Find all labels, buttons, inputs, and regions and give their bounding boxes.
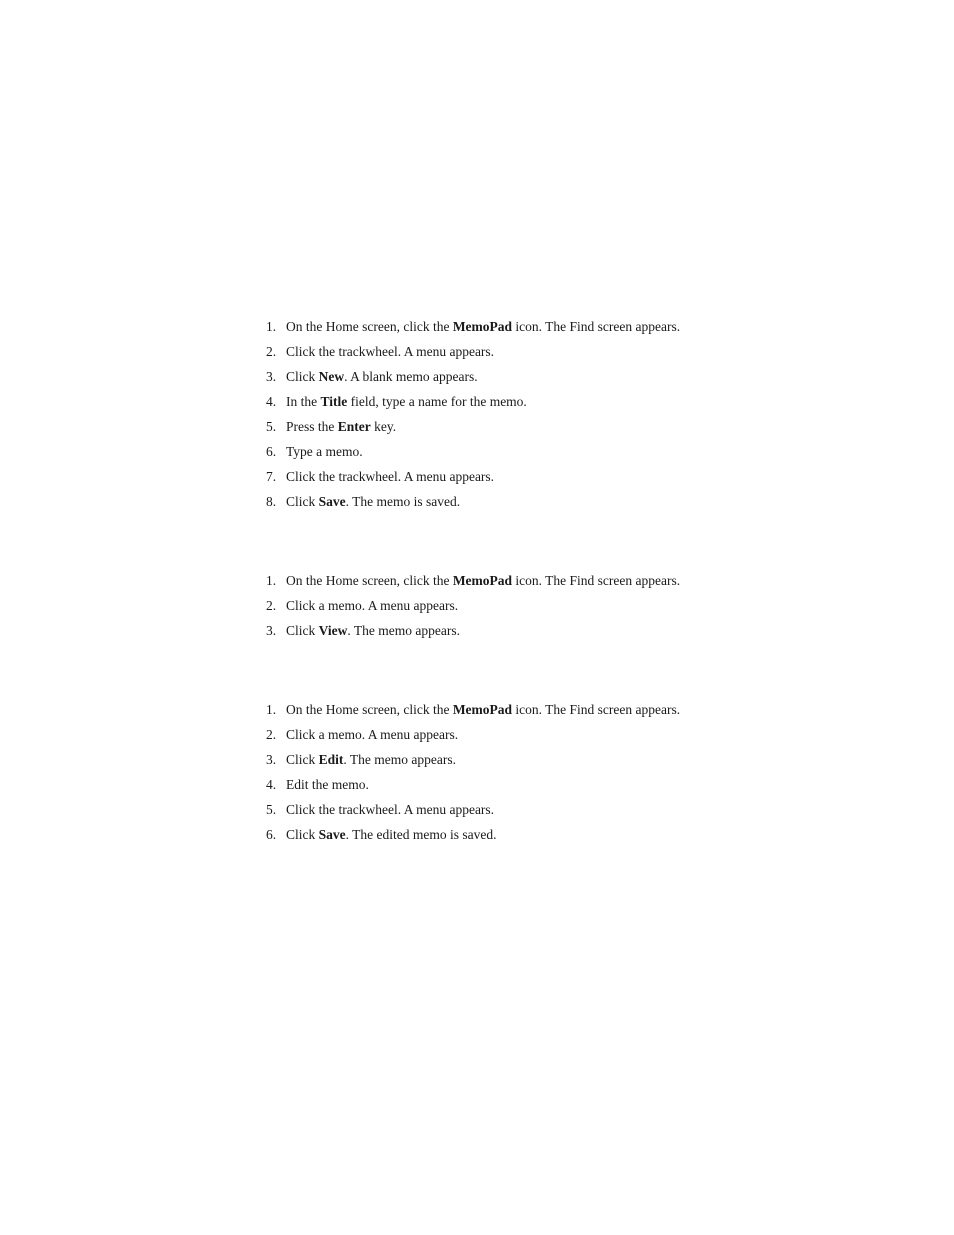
- step-item: [262, 468, 702, 485]
- step-item: [262, 343, 702, 360]
- step-item: [262, 318, 702, 335]
- step-item: [262, 493, 702, 510]
- step-item: [262, 622, 702, 639]
- step-number: 7.: [266, 469, 277, 484]
- step-text: On the Home screen, click the: [286, 573, 453, 588]
- step-number: 3.: [266, 752, 277, 767]
- step-text-after: . The memo appears.: [343, 752, 456, 767]
- view-memo-steps: [262, 572, 702, 647]
- step-text: Click the trackwheel. A menu appears.: [286, 469, 495, 484]
- step-text: Type a memo.: [286, 444, 363, 459]
- step-text: On the Home screen, click the: [286, 319, 453, 334]
- step-text: Edit the memo.: [286, 777, 369, 792]
- step-text-after: . The memo appears.: [347, 623, 460, 638]
- step-text-after: key.: [370, 419, 397, 434]
- step-item: [262, 368, 702, 385]
- step-text-after: field, type a name for the memo.: [347, 394, 527, 409]
- step-text: Click a memo. A menu appears.: [286, 727, 459, 742]
- step-item: [262, 726, 702, 743]
- step-number: 1.: [266, 702, 277, 717]
- step-number: 6.: [266, 827, 277, 842]
- step-text-after: icon. The Find screen appears.: [512, 702, 681, 717]
- step-number: 6.: [266, 444, 277, 459]
- step-text-after: . A blank memo appears.: [344, 369, 478, 384]
- step-number: 3.: [266, 369, 277, 384]
- step-item: [262, 701, 702, 718]
- step-text: Click the trackwheel. A menu appears.: [286, 344, 495, 359]
- step-text: Click: [286, 752, 319, 767]
- step-bold-term: MemoPad: [452, 573, 513, 588]
- step-number: 5.: [266, 419, 277, 434]
- step-text: Click: [286, 827, 319, 842]
- step-item: [262, 826, 702, 843]
- step-number: 2.: [266, 727, 277, 742]
- step-bold-term: New: [318, 369, 345, 384]
- step-text-after: . The memo is saved.: [345, 494, 461, 509]
- step-text-after: . The edited memo is saved.: [345, 827, 497, 842]
- step-bold-term: MemoPad: [452, 702, 513, 717]
- step-bold-term: View: [318, 623, 348, 638]
- step-bold-term: Enter: [337, 419, 371, 434]
- step-text: Click the trackwheel. A menu appears.: [286, 802, 495, 817]
- step-number: 4.: [266, 777, 277, 792]
- step-number: 1.: [266, 573, 277, 588]
- step-bold-term: MemoPad: [452, 319, 513, 334]
- step-text: On the Home screen, click the: [286, 702, 453, 717]
- step-text-after: icon. The Find screen appears.: [512, 319, 681, 334]
- step-bold-term: Save: [318, 494, 346, 509]
- step-text: Click: [286, 623, 319, 638]
- step-text: In the: [286, 394, 321, 409]
- step-number: 2.: [266, 344, 277, 359]
- step-item: [262, 597, 702, 614]
- step-text: Press the: [286, 419, 338, 434]
- step-bold-term: Edit: [318, 752, 344, 767]
- step-number: 3.: [266, 623, 277, 638]
- step-item: [262, 572, 702, 589]
- step-item: [262, 751, 702, 768]
- step-item: [262, 443, 702, 460]
- step-number: 4.: [266, 394, 277, 409]
- step-bold-term: Title: [320, 394, 348, 409]
- step-bold-term: Save: [318, 827, 346, 842]
- create-memo-steps: [262, 318, 702, 518]
- step-item: [262, 801, 702, 818]
- step-text: Click: [286, 369, 319, 384]
- edit-memo-steps: [262, 701, 702, 851]
- step-text: Click: [286, 494, 319, 509]
- step-number: 1.: [266, 319, 277, 334]
- step-number: 8.: [266, 494, 277, 509]
- step-text: Click a memo. A menu appears.: [286, 598, 459, 613]
- step-item: [262, 776, 702, 793]
- step-item: [262, 393, 702, 410]
- step-number: 2.: [266, 598, 277, 613]
- step-item: [262, 418, 702, 435]
- step-number: 5.: [266, 802, 277, 817]
- step-text-after: icon. The Find screen appears.: [512, 573, 681, 588]
